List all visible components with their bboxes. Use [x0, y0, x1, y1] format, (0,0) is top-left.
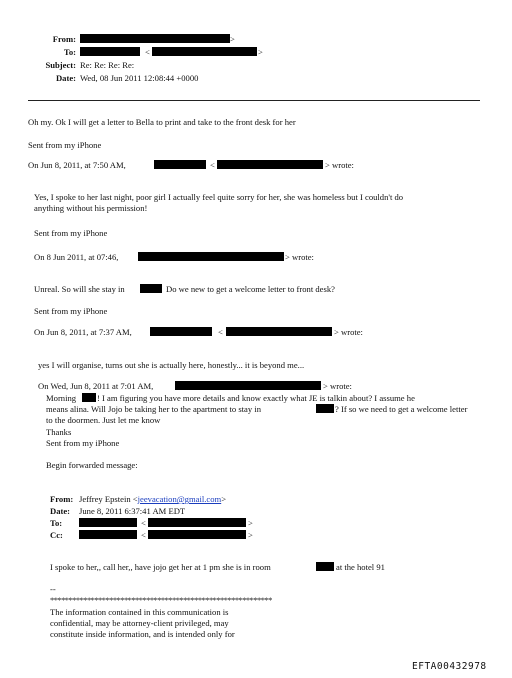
to-label: To:: [63, 47, 76, 57]
signature-dashes: --: [50, 584, 56, 594]
message-4-body: yes I will organise, turns out she is actually here, honestly... it is beyond me...: [38, 360, 305, 370]
fwd-to-gt: >: [248, 518, 253, 528]
fwd-cc-label: Cc:: [50, 530, 63, 540]
message-5-line-1: ! I am figuring you have more details and know exactly what JE is talkin about? I assume he: [97, 393, 415, 403]
sent-from-5: Sent from my iPhone: [46, 438, 120, 448]
message-5-line-2-part-2: ? If so we need to get a welcome letter: [335, 404, 468, 414]
begin-forwarded: Begin forwarded message:: [46, 460, 138, 470]
redaction-room: [316, 562, 334, 571]
quote-4-prefix: On Wed, Jun 8, 2011 at 7:01 AM,: [38, 381, 154, 391]
quote-3-lt: <: [218, 327, 223, 337]
sent-from-1: Sent from my iPhone: [28, 140, 102, 150]
quote-1-prefix: On Jun 8, 2011, at 7:50 AM,: [28, 160, 126, 170]
fwd-date-value: June 8, 2011 6:37:41 AM EDT: [79, 506, 186, 516]
fwd-from-email-link[interactable]: jeevacation@gmail.com: [137, 494, 222, 504]
redaction-m5-name: [82, 393, 96, 402]
redaction-fwd-to-name: [79, 518, 137, 527]
redaction-q1-name: [154, 160, 206, 169]
redaction-q3-name: [150, 327, 212, 336]
header-divider: [28, 100, 480, 101]
message-5-line-3: to the doormen. Just let me know: [46, 415, 161, 425]
message-2-line-1: Yes, I spoke to her last night, poor girl I actually feel quite sorry for her, she was homeless but I couldn't do: [34, 192, 404, 202]
fwd-body-part-2: at the hotel 91: [336, 562, 385, 572]
confidentiality-line-1: The information contained in this communication is: [50, 607, 229, 617]
from-gt: >: [230, 34, 235, 44]
fwd-date-label: Date:: [50, 506, 71, 516]
quote-1-lt: <: [210, 160, 215, 170]
redaction-fwd-cc-name: [79, 530, 137, 539]
quote-3-prefix: On Jun 8, 2011, at 7:37 AM,: [34, 327, 132, 337]
redaction-to-email: [152, 47, 257, 56]
message-1-body: Oh my. Ok I will get a letter to Bella to print and take to the front desk for her: [28, 117, 296, 127]
fwd-from-line: [79, 494, 226, 504]
fwd-to-lt: <: [141, 518, 146, 528]
quote-header-1: [28, 160, 126, 170]
sent-from-2: Sent from my iPhone: [34, 228, 108, 238]
signature-stars: ************************************************************: [50, 595, 272, 605]
message-3-part-1: Unreal. So will she stay in: [34, 284, 125, 294]
fwd-from-label: From:: [50, 494, 74, 504]
fwd-body-part-1: I spoke to her,, call her,, have jojo get her at 1 pm she is in room: [50, 562, 271, 572]
document-id: EFTA00432978: [412, 661, 487, 672]
fwd-from-name: Jeffrey Epstein <: [79, 494, 138, 504]
quote-2-wrote: > wrote:: [285, 252, 314, 262]
to-gt: >: [258, 47, 263, 57]
fwd-to-label: To:: [50, 518, 63, 528]
redaction-to-name: [80, 47, 140, 56]
quote-4-wrote: > wrote:: [323, 381, 352, 391]
message-3-part-2: Do we new to get a welcome letter to front desk?: [166, 284, 335, 294]
message-2-line-2: anything without his permission!: [34, 203, 148, 213]
message-5-line-2-part-1: means alina. Will Jojo be taking her to the apartment to stay in: [46, 404, 262, 414]
from-label: From:: [52, 34, 76, 44]
redaction-q1-email: [217, 160, 323, 169]
date-value: Wed, 08 Jun 2011 12:08:44 +0000: [80, 73, 199, 83]
confidentiality-line-3: constitute inside information, and is intended only for: [50, 629, 235, 639]
redaction-m3: [140, 284, 162, 293]
redaction-m5-place: [316, 404, 334, 413]
message-5-morning: Morning: [46, 393, 77, 403]
subject-label: Subject:: [45, 60, 76, 70]
to-lt: <: [145, 47, 150, 57]
sent-from-3: Sent from my iPhone: [34, 306, 108, 316]
message-5-thanks: Thanks: [46, 427, 72, 437]
date-label: Date:: [55, 73, 76, 83]
fwd-from-close: >: [221, 494, 227, 504]
redaction-q2: [138, 252, 284, 261]
quote-1-wrote: > wrote:: [325, 160, 354, 170]
redaction-fwd-cc-email: [148, 530, 246, 539]
redaction-q3-email: [226, 327, 332, 336]
subject-value: Re: Re: Re: Re:: [80, 60, 135, 70]
redaction-fwd-to-email: [148, 518, 246, 527]
redaction-from: [80, 34, 230, 43]
quote-3-wrote: > wrote:: [334, 327, 363, 337]
confidentiality-line-2: confidential, may be attorney-client privileged, may: [50, 618, 229, 628]
redaction-q4: [175, 381, 321, 390]
fwd-cc-lt: <: [141, 530, 146, 540]
quote-2-prefix: On 8 Jun 2011, at 07:46,: [34, 252, 119, 262]
fwd-cc-gt: >: [248, 530, 253, 540]
